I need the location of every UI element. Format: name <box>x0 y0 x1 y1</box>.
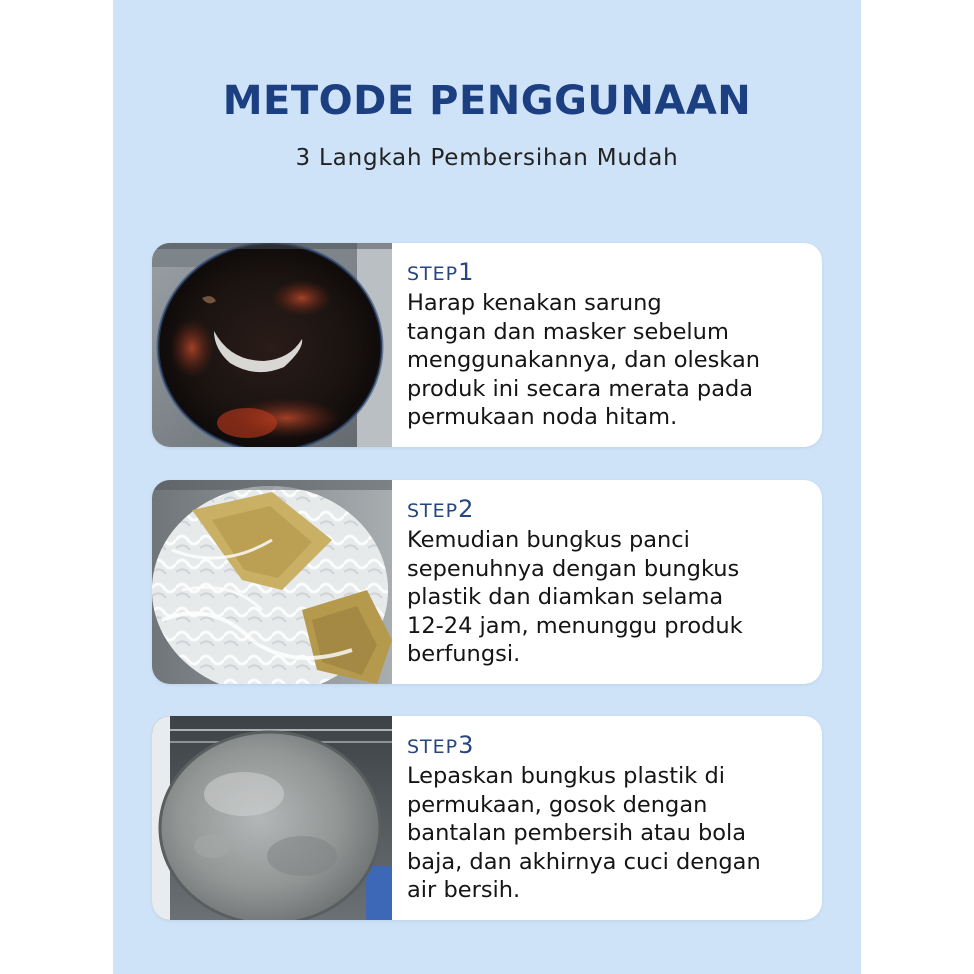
step-card-2 <box>152 480 822 684</box>
step-2-number: 2 <box>458 495 475 523</box>
step-1-word: STEP <box>407 263 459 285</box>
step-3-line: air bersih. <box>407 877 521 903</box>
step-3-line: baja, dan akhirnya cuci dengan <box>407 848 761 875</box>
step-3-line: permukaan, gosok dengan <box>407 791 708 818</box>
step-1-description <box>407 289 817 432</box>
step-1-line: Harap kenakan sarung <box>407 290 662 316</box>
step-2-label <box>407 494 817 524</box>
step-1-line: permukaan noda hitam. <box>407 404 678 430</box>
page-title: METODE PENGGUNAAN <box>222 78 752 124</box>
step-3-label <box>407 730 817 760</box>
step-1-content <box>407 257 817 432</box>
step-1-label <box>407 257 817 287</box>
step-3-content <box>407 730 817 905</box>
step-3-line: Lepaskan bungkus plastik di <box>407 763 725 789</box>
step-3-description <box>407 762 817 905</box>
burnt-pan-photo <box>152 243 392 447</box>
step-2-content <box>407 494 817 669</box>
step-3-line: bantalan pembersih atau bola <box>407 820 747 846</box>
step-2-line: plastik dan diamkan selama <box>407 584 724 610</box>
step-3-number: 3 <box>458 731 475 759</box>
step-1-line: menggunakannya, dan oleskan <box>407 347 760 373</box>
clean-pan-photo <box>152 716 392 920</box>
step-card-1 <box>152 243 822 447</box>
instruction-panel <box>113 0 861 974</box>
step-2-line: berfungsi. <box>407 641 521 667</box>
step-2-description <box>407 526 817 669</box>
page-subtitle: 3 Langkah Pembersihan Mudah <box>295 145 679 171</box>
wrapped-pan-photo <box>152 480 392 684</box>
step-2-line: sepenuhnya dengan bungkus <box>407 555 740 582</box>
step-1-line: produk ini secara merata pada <box>407 375 754 402</box>
step-card-3 <box>152 716 822 920</box>
step-2-line: 12-24 jam, menunggu produk <box>407 612 743 639</box>
step-3-word: STEP <box>407 736 459 758</box>
step-1-line: tangan dan masker sebelum <box>407 318 729 345</box>
step-2-line: Kemudian bungkus panci <box>407 527 690 553</box>
step-2-word: STEP <box>407 500 459 522</box>
step-1-number: 1 <box>458 258 475 286</box>
